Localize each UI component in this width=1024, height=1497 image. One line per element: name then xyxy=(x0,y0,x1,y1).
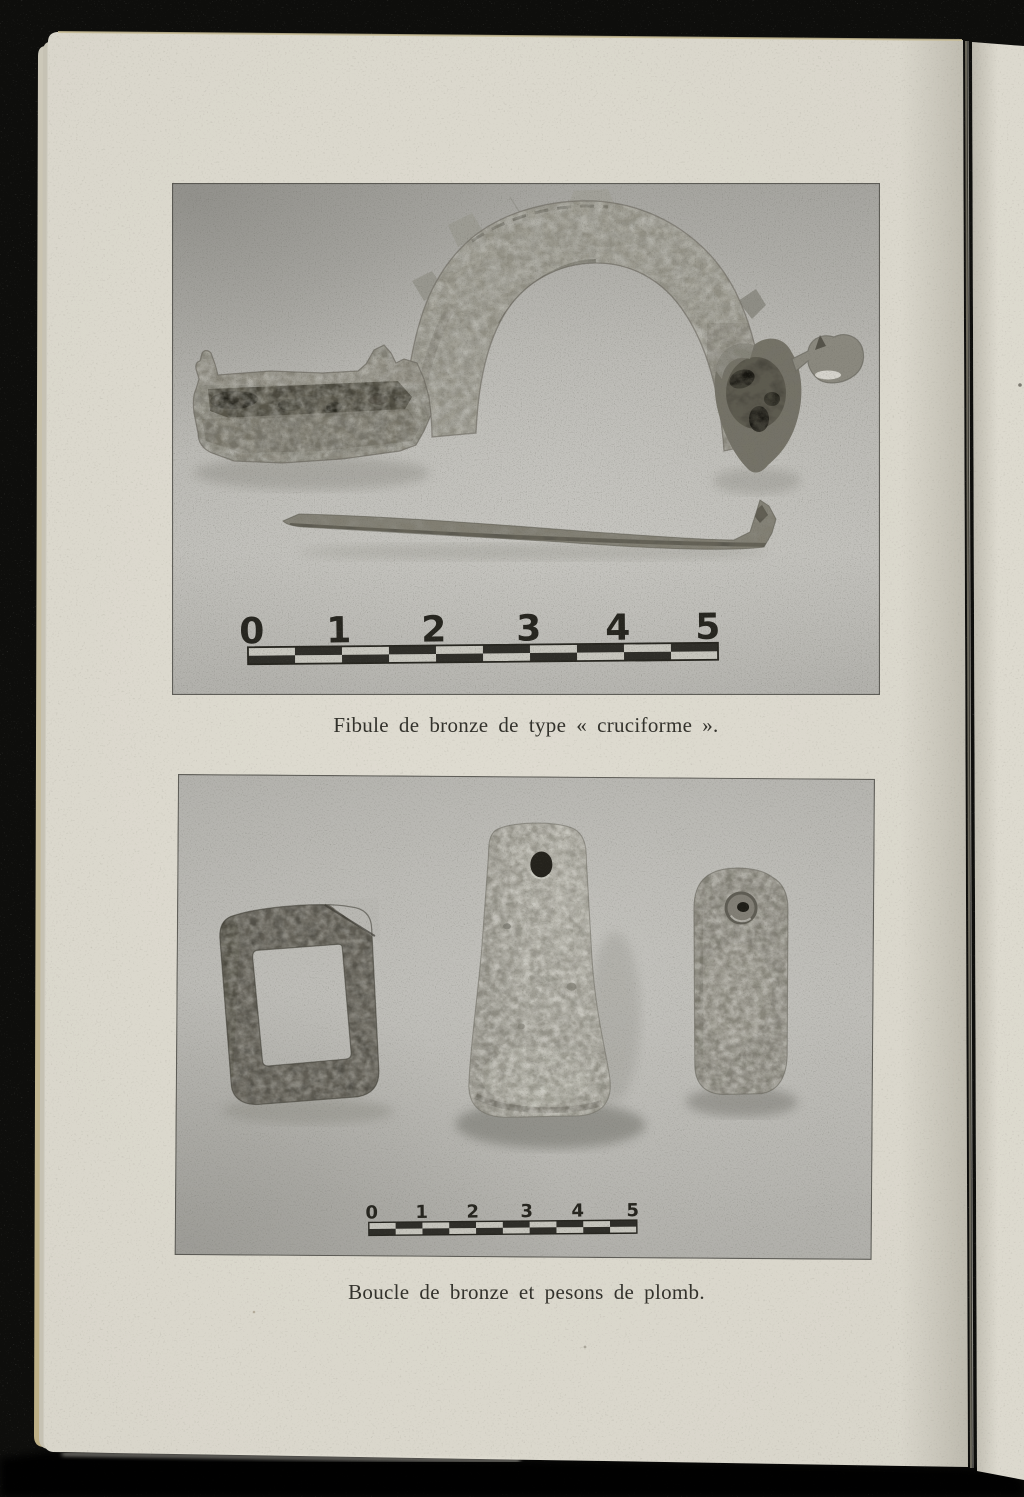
figure2-caption: Boucle de bronze et pesons de plomb. xyxy=(348,1280,705,1304)
figure2-canvas xyxy=(175,774,875,1260)
figure1-photo xyxy=(172,183,880,695)
figure1-canvas xyxy=(172,183,880,695)
photo2-grain xyxy=(175,774,875,1260)
figure1-caption: Fibule de bronze de type « cruciforme ». xyxy=(333,713,719,737)
photo1-grain xyxy=(172,183,880,695)
figure2-photo xyxy=(175,774,875,1260)
